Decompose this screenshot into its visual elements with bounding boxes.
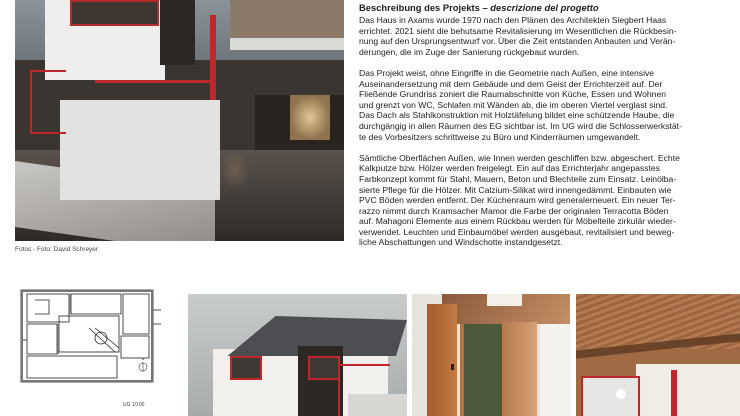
- text-line: Farbkonzept kommt für Stahl, Mauern, Beton und Blechteile zum Einsatz. Leinölba-: [359, 173, 677, 184]
- text-line: und grenzt von WC, Schlafen mit Wänden ab, die im oberen Viertel verglast sind.: [359, 99, 668, 110]
- text-line: Das Projekt weist, ohne Eingriffe in die Geometrie nach Außen, eine intensive: [359, 67, 655, 78]
- heading-title-italic: descrizione del progetto: [490, 2, 599, 13]
- text-line: Das Dach als Stahlkonstruktion mit Holztäfelung bildet eine schützende Haube, die: [359, 110, 675, 121]
- heading-title: Beschreibung des Projekts –: [359, 2, 491, 13]
- text-line: errichtet. 2021 sieht die behutsame Revitalisierung im Wesentlichen die Rückbesin-: [359, 25, 677, 36]
- main-photo-house-exterior: [15, 0, 344, 241]
- text-line: te des Vorbesitzers schrittweise zu Büro und Kinderräumen umgewandelt.: [359, 131, 641, 142]
- paragraph-3: [359, 153, 731, 248]
- text-line: Kalkputze bzw. Hölzer werden freigelegt. Ein auf das Errichterjahr angepasstes: [359, 163, 660, 174]
- photo-entrance-door: [412, 294, 570, 416]
- floor-plan-label: UG 1/100: [123, 402, 145, 408]
- text-line: derungen, die im Zuge der Sanierung rückgebaut wurden.: [359, 46, 580, 57]
- photo-house-front: [188, 294, 407, 416]
- text-line: PVC Böden werden entfernt. Der Küchenraum wird generalerneuert. Ein neuer Ter-: [359, 195, 676, 206]
- text-line: Fließende Grundriss zoniert die Raumabschnitte von Küche, Essen und Wohnen: [359, 89, 666, 100]
- text-line: auf. Mahagoni Elemente aus einem Rückbau werden für Möbelteile zirkulär wieder-: [359, 216, 676, 227]
- text-line: verwendet. Leuchten und Einbaumöbel werden ausgebaut, revitalisiert und beweg-: [359, 226, 675, 237]
- paragraph-1: [359, 15, 731, 57]
- text-line: Das Haus in Axams wurde 1970 nach den Plänen des Architekten Siegbert Haas: [359, 15, 667, 25]
- north-arrow: [139, 362, 147, 372]
- text-line: Sämtliche Oberflächen Außen, wie Innen werden geschliffen bzw. abgeschert. Echte: [359, 152, 680, 163]
- text-line: razzo nimmt durch Kramsacher Mamor die Farbe der originalen Terracotta Böden: [359, 205, 669, 216]
- north-label: N: [141, 356, 145, 361]
- text-line: liche Abschattungen und Windschotte instandgesetzt.: [359, 237, 563, 248]
- floor-plan-drawing: [15, 280, 165, 416]
- text-line: Auseinandersetzung mit dem Gebäude und dem Geist der Errichterzeit auf. Der: [359, 78, 663, 89]
- text-line: nung auf den Ursprungsentwurf vor. Über die Zeit entstanden Anbauten und Verän-: [359, 36, 676, 47]
- text-line: durchgängig in allen Räumen des EG sichtbar ist. Im UG wird die Schlosserwerkstät-: [359, 120, 682, 131]
- text-line: sierte Pflege für die Hölzer. Mit Calzium-Silikat wird innengedämmt. Einbauten wie: [359, 184, 672, 195]
- project-description: [359, 2, 731, 259]
- photo-caption: Fotos - Foto: David Schreyer: [15, 246, 99, 253]
- paragraph-2: [359, 68, 731, 142]
- photo-interior-living: [576, 294, 740, 416]
- section-heading: [359, 2, 731, 14]
